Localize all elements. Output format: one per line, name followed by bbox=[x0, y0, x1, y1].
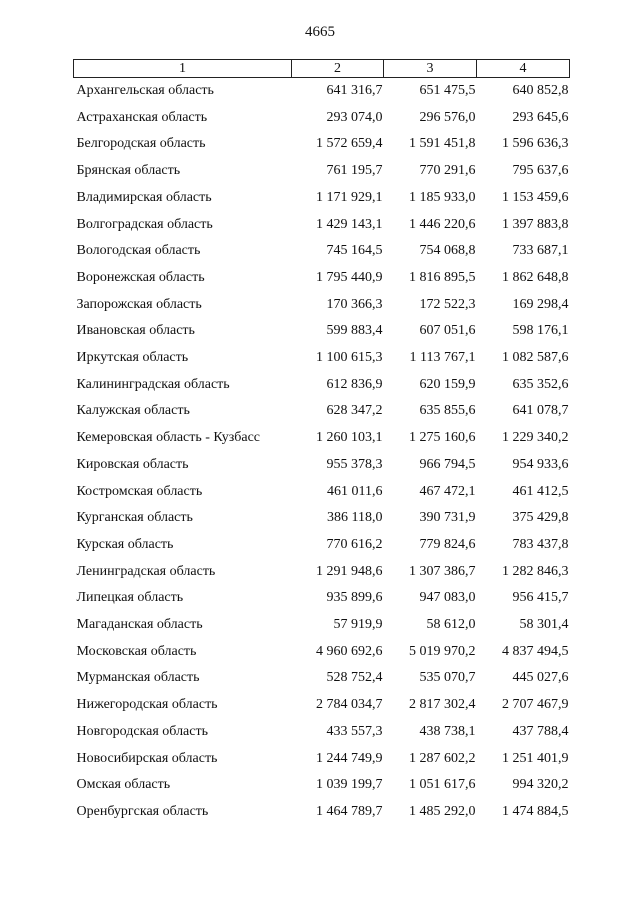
value-cell-col-2: 955 378,3 bbox=[326, 456, 383, 472]
value-cell-col-4: 954 933,6 bbox=[512, 456, 569, 472]
value-cell-col-4: 1 862 648,8 bbox=[502, 269, 569, 285]
value-cell-col-4: 1 282 846,3 bbox=[502, 563, 569, 579]
region-cell: Архангельская область bbox=[76, 83, 214, 98]
region-cell: Московская область bbox=[76, 643, 197, 659]
value-cell-col-3: 1 307 386,7 bbox=[409, 563, 476, 579]
value-cell-col-3: 2 817 302,4 bbox=[409, 697, 476, 713]
region-cell: Белгородская область bbox=[76, 136, 206, 152]
table-row bbox=[74, 532, 570, 559]
table-row bbox=[74, 318, 570, 345]
value-cell-col-3: 1 591 451,8 bbox=[409, 136, 476, 152]
value-cell-col-3: 172 522,3 bbox=[419, 296, 476, 312]
value-cell-col-2: 528 752,4 bbox=[326, 670, 383, 686]
value-cell-col-2: 935 899,6 bbox=[326, 590, 383, 606]
region-cell: Астраханская область bbox=[76, 109, 208, 125]
table-row bbox=[74, 772, 570, 799]
table-row bbox=[74, 665, 570, 692]
region-cell: Владимирская область bbox=[76, 189, 212, 205]
value-cell-col-2: 1 260 103,1 bbox=[316, 430, 383, 446]
value-cell-col-3: 296 576,0 bbox=[419, 109, 476, 125]
value-cell-col-2: 293 074,0 bbox=[326, 109, 383, 125]
value-cell-col-4: 1 397 883,8 bbox=[502, 216, 569, 232]
table-row bbox=[74, 799, 570, 826]
value-cell-col-2: 461 011,6 bbox=[327, 483, 383, 499]
table-row bbox=[74, 559, 570, 586]
region-cell: Ивановская область bbox=[76, 323, 195, 339]
value-cell-col-2: 612 836,9 bbox=[326, 376, 383, 392]
value-cell-col-3: 620 159,9 bbox=[419, 376, 476, 392]
region-cell: Оренбургская область bbox=[76, 803, 209, 819]
region-cell: Курганская область bbox=[76, 510, 193, 526]
value-cell-col-2: 433 557,3 bbox=[326, 723, 383, 739]
value-cell-col-4: 783 437,8 bbox=[512, 536, 569, 552]
value-cell-col-2: 761 195,7 bbox=[326, 163, 383, 179]
value-cell-col-3: 1 446 220,6 bbox=[409, 216, 476, 232]
value-cell-col-4: 437 788,4 bbox=[512, 723, 569, 739]
region-cell: Иркутская область bbox=[76, 350, 189, 366]
table-row bbox=[74, 265, 570, 292]
region-cell: Запорожская область bbox=[76, 296, 202, 312]
table-row bbox=[74, 505, 570, 532]
header-col-2: 2 bbox=[292, 60, 384, 78]
value-cell-col-4: 1 596 636,3 bbox=[502, 136, 569, 152]
region-cell: Нижегородская область bbox=[76, 697, 218, 713]
region-cell: Костромская область bbox=[76, 483, 203, 499]
region-cell: Липецкая область bbox=[76, 590, 184, 606]
value-cell-col-4: 169 298,4 bbox=[512, 296, 569, 312]
table-row bbox=[74, 238, 570, 265]
table-row bbox=[74, 585, 570, 612]
header-col-3: 3 bbox=[384, 60, 477, 78]
value-cell-col-3: 651 475,5 bbox=[419, 83, 476, 98]
table-row bbox=[74, 292, 570, 319]
region-cell: Кемеровская область - Кузбасс bbox=[76, 430, 261, 446]
value-cell-col-4: 641 078,7 bbox=[512, 403, 569, 419]
value-cell-col-2: 1 244 749,9 bbox=[316, 750, 383, 766]
value-cell-col-3: 58 612,0 bbox=[426, 617, 476, 633]
table-row bbox=[74, 719, 570, 746]
value-cell-col-2: 4 960 692,6 bbox=[316, 643, 383, 659]
region-cell: Омская область bbox=[76, 777, 171, 793]
value-cell-col-2: 599 883,4 bbox=[326, 323, 383, 339]
value-cell-col-2: 1 291 948,6 bbox=[316, 563, 383, 579]
table-body bbox=[74, 78, 570, 826]
value-cell-col-4: 733 687,1 bbox=[512, 243, 569, 259]
value-cell-col-2: 57 919,9 bbox=[333, 617, 383, 633]
value-cell-col-2: 770 616,2 bbox=[326, 536, 383, 552]
table-header bbox=[74, 60, 570, 78]
value-cell-col-4: 1 082 587,6 bbox=[502, 350, 569, 366]
region-cell: Новгородская область bbox=[76, 723, 208, 739]
value-cell-col-3: 607 051,6 bbox=[419, 323, 476, 339]
value-cell-col-4: 2 707 467,9 bbox=[502, 697, 569, 713]
value-cell-col-3: 754 068,8 bbox=[419, 243, 476, 259]
region-cell: Волгоградская область bbox=[76, 216, 213, 232]
value-cell-col-4: 956 415,7 bbox=[512, 590, 569, 606]
value-cell-col-4: 293 645,6 bbox=[512, 109, 569, 125]
value-cell-col-4: 1 229 340,2 bbox=[502, 430, 569, 446]
value-cell-col-3: 635 855,6 bbox=[419, 403, 476, 419]
value-cell-col-2: 628 347,2 bbox=[326, 403, 383, 419]
header-col-1: 1 bbox=[74, 60, 292, 78]
table-row bbox=[74, 452, 570, 479]
region-cell: Калужская область bbox=[76, 403, 190, 419]
value-cell-col-4: 640 852,8 bbox=[512, 83, 569, 98]
value-cell-col-2: 641 316,7 bbox=[326, 83, 383, 98]
value-cell-col-2: 1 171 929,1 bbox=[316, 189, 383, 205]
table-row bbox=[74, 692, 570, 719]
value-cell-col-4: 4 837 494,5 bbox=[502, 643, 569, 659]
region-cell: Ленинградская область bbox=[76, 563, 216, 579]
value-cell-col-3: 1 485 292,0 bbox=[409, 803, 476, 819]
table-row bbox=[74, 639, 570, 666]
value-cell-col-3: 390 731,9 bbox=[419, 510, 476, 526]
value-cell-col-2: 1 100 615,3 bbox=[316, 350, 383, 366]
value-cell-col-3: 1 287 602,2 bbox=[409, 750, 476, 766]
value-cell-col-3: 535 070,7 bbox=[419, 670, 476, 686]
value-cell-col-4: 1 153 459,6 bbox=[502, 189, 569, 205]
header-row bbox=[74, 60, 570, 78]
value-cell-col-3: 5 019 970,2 bbox=[409, 643, 476, 659]
region-cell: Воронежская область bbox=[76, 269, 205, 285]
value-cell-col-3: 770 291,6 bbox=[419, 163, 476, 179]
value-cell-col-3: 779 824,6 bbox=[419, 536, 476, 552]
value-cell-col-2: 1 572 659,4 bbox=[316, 136, 383, 152]
value-cell-col-3: 438 738,1 bbox=[419, 723, 476, 739]
value-cell-col-4: 598 176,1 bbox=[512, 323, 569, 339]
table-row bbox=[74, 78, 570, 105]
value-cell-col-2: 386 118,0 bbox=[327, 510, 383, 526]
value-cell-col-2: 1 464 789,7 bbox=[316, 803, 383, 819]
value-cell-col-4: 445 027,6 bbox=[512, 670, 569, 686]
value-cell-col-3: 1 113 767,1 bbox=[409, 350, 476, 366]
value-cell-col-4: 1 251 401,9 bbox=[502, 750, 569, 766]
value-cell-col-2: 745 164,5 bbox=[326, 243, 383, 259]
value-cell-col-4: 461 412,5 bbox=[512, 483, 569, 499]
table-row bbox=[74, 345, 570, 372]
region-cell: Кировская область bbox=[76, 456, 189, 472]
header-col-4: 4 bbox=[477, 60, 570, 78]
table-row bbox=[74, 131, 570, 158]
value-cell-col-2: 1 795 440,9 bbox=[316, 269, 383, 285]
table-row bbox=[74, 612, 570, 639]
table-row bbox=[74, 105, 570, 132]
value-cell-col-2: 1 039 199,7 bbox=[316, 777, 383, 793]
value-cell-col-4: 994 320,2 bbox=[512, 777, 569, 793]
region-cell: Вологодская область bbox=[76, 243, 201, 259]
value-cell-col-3: 1 051 617,6 bbox=[409, 777, 476, 793]
value-cell-col-2: 1 429 143,1 bbox=[316, 216, 383, 232]
value-cell-col-2: 2 784 034,7 bbox=[316, 697, 383, 713]
region-cell: Магаданская область bbox=[76, 617, 203, 633]
value-cell-col-3: 1 185 933,0 bbox=[409, 189, 476, 205]
data-table bbox=[73, 59, 570, 826]
table-row bbox=[74, 479, 570, 506]
table-row bbox=[74, 158, 570, 185]
region-cell: Мурманская область bbox=[76, 670, 200, 686]
region-cell: Новосибирская область bbox=[76, 750, 218, 766]
table-row bbox=[74, 372, 570, 399]
table-row bbox=[74, 185, 570, 212]
value-cell-col-3: 467 472,1 bbox=[419, 483, 476, 499]
value-cell-col-4: 375 429,8 bbox=[512, 510, 569, 526]
region-cell: Брянская область bbox=[76, 163, 181, 179]
value-cell-col-4: 795 637,6 bbox=[512, 163, 569, 179]
value-cell-col-3: 1 816 895,5 bbox=[409, 269, 476, 285]
value-cell-col-3: 966 794,5 bbox=[419, 456, 476, 472]
table-row bbox=[74, 425, 570, 452]
value-cell-col-2: 170 366,3 bbox=[326, 296, 383, 312]
value-cell-col-4: 58 301,4 bbox=[519, 617, 569, 633]
table-row bbox=[74, 746, 570, 773]
region-cell: Курская область bbox=[76, 536, 174, 552]
value-cell-col-3: 947 083,0 bbox=[419, 590, 476, 606]
value-cell-col-3: 1 275 160,6 bbox=[409, 430, 476, 446]
table-row bbox=[74, 398, 570, 425]
page-number: 4665 bbox=[305, 24, 335, 40]
value-cell-col-4: 635 352,6 bbox=[512, 376, 569, 392]
value-cell-col-4: 1 474 884,5 bbox=[502, 803, 569, 819]
table-row bbox=[74, 212, 570, 239]
region-cell: Калининградская область bbox=[76, 376, 230, 392]
